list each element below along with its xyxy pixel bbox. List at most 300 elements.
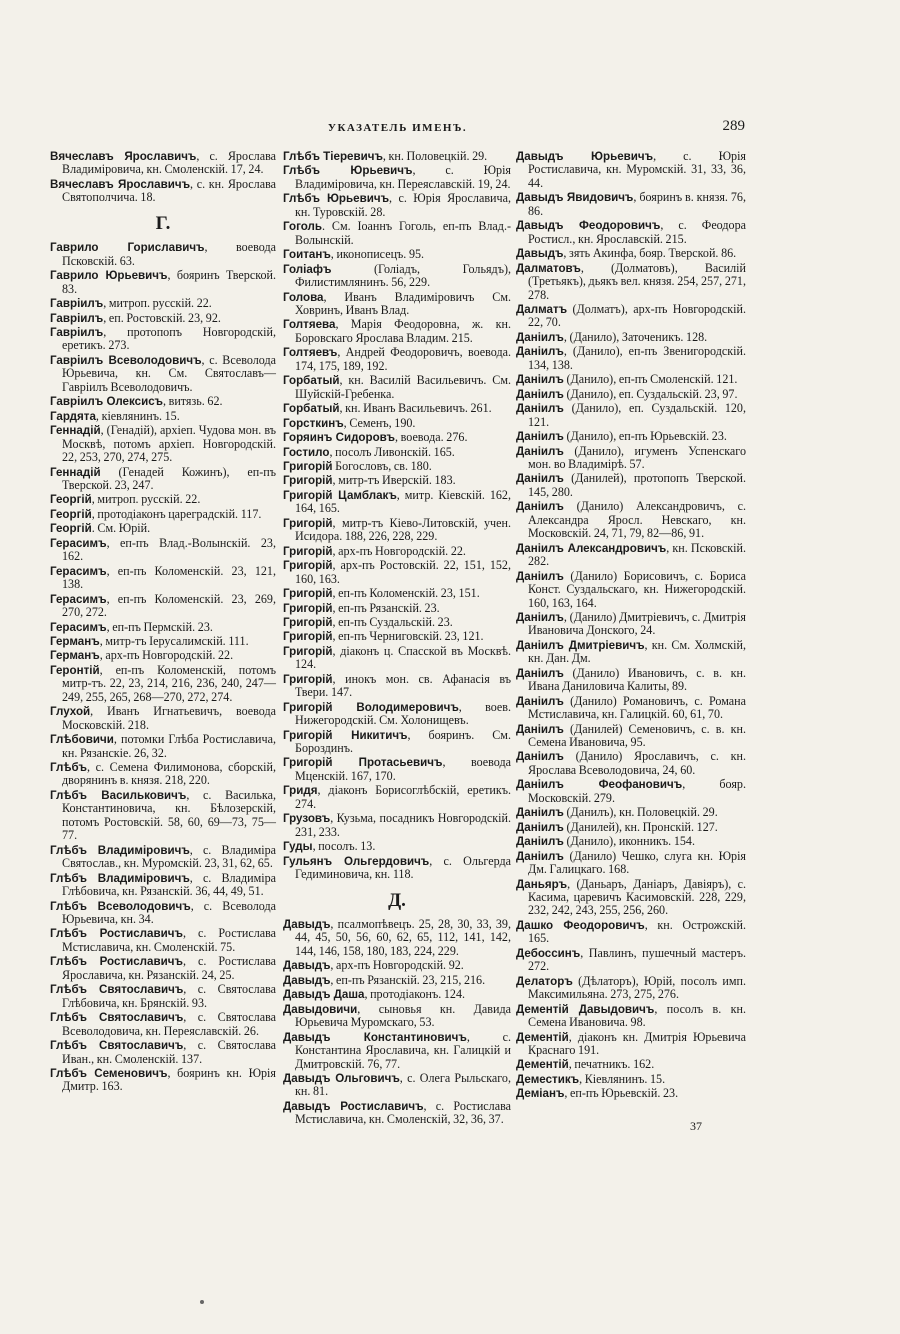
entry-headword: Григорій — [283, 630, 333, 644]
entry-headword: Далматъ — [516, 302, 568, 316]
index-entry — [516, 191, 746, 218]
index-entry — [283, 756, 511, 783]
index-entry — [283, 346, 511, 373]
entry-text: (Генадей Кожинъ), еп-пъ Тверской. 23, 247. — [62, 464, 276, 492]
index-entry — [283, 1100, 511, 1127]
index-entry — [50, 621, 276, 634]
entry-text: , діаконъ ц. Спасской въ Москвѣ. 124. — [295, 643, 511, 672]
entry-text: , бояринъ в. князя. 76, 86. — [528, 190, 746, 218]
entry-headword: Давыдъ Явидовичъ — [516, 191, 634, 205]
entry-headword: Даніилъ — [516, 849, 564, 863]
index-entry — [283, 959, 511, 972]
entry-text: , митр-тъ Iерусалимскій. 111. — [99, 633, 249, 648]
index-entry — [283, 402, 511, 415]
index-entry — [50, 872, 276, 899]
entry-headword: Даніилъ — [516, 430, 564, 444]
entry-headword: Глѣбъ Всеволодовичъ — [50, 899, 191, 913]
entry-headword: Даніилъ — [516, 373, 564, 387]
entry-headword: Гаврiилъ Всеволодовичъ — [50, 353, 202, 367]
index-entry — [50, 354, 276, 394]
entry-headword: Григорій — [283, 559, 333, 573]
entry-headword: Григорій Володимеровичъ — [283, 700, 459, 714]
entry-headword: Григорій — [283, 544, 333, 558]
index-entry — [283, 545, 511, 558]
entry-text: , Марія Феодоровна, ж. кн. Боровскаго Ярослава Владим. 215. — [295, 317, 511, 345]
entry-headword: Даніилъ — [516, 750, 564, 764]
index-entry — [283, 784, 511, 811]
entry-text: , с. Юрія Ярославича, кн. Туровскій. 28. — [295, 191, 511, 219]
entry-text: , посолъ в. кн. Семена Ивановича. 98. — [528, 1001, 746, 1030]
index-entry — [50, 493, 276, 506]
entry-text: (Данило) Ярославичъ, с. кн. Ярослава Всеволодовича, 24, 60. — [528, 749, 746, 777]
entry-headword: Григорій — [283, 587, 333, 601]
entry-headword: Даніилъ Феофановичъ — [516, 778, 683, 792]
entry-text: , кн. См. Холмскій, кн. Дан. Дм. — [528, 637, 746, 666]
entry-headword: Давыдъ — [283, 973, 331, 987]
paper-speck — [200, 1300, 204, 1304]
entry-headword: Даніилъ — [516, 806, 564, 820]
index-entry — [283, 729, 511, 756]
entry-headword: Гаврiилъ — [50, 311, 104, 325]
entry-headword: Глѣбъ Святославичъ — [50, 983, 184, 997]
entry-text: , еп-пъ Коломенскій. 23, 269, 270, 272. — [62, 591, 276, 620]
index-entry — [283, 616, 511, 629]
entry-text: , кн. Половецкій. 29. — [382, 149, 488, 163]
index-entry — [516, 247, 746, 260]
entry-headword: Даніилъ — [516, 835, 564, 849]
entry-headword: Глѣбъ Юрьевичъ — [283, 192, 390, 206]
entry-text: , бояр. Московскій. 279. — [528, 777, 747, 805]
entry-headword: Глѣбъ Ростиславичъ — [50, 927, 183, 941]
index-entry — [283, 602, 511, 615]
entry-headword: Германъ — [50, 649, 100, 663]
entry-text: , Андрей Феодоровичъ, воевода. 174, 175, 189, 192. — [295, 345, 511, 373]
entry-headword: Герасимъ — [50, 536, 107, 550]
entry-headword: Глѣбъ Юрьевичъ — [283, 164, 413, 178]
index-entry — [50, 927, 276, 954]
index-entry — [516, 150, 746, 190]
entry-headword: Даніилъ — [516, 402, 564, 416]
index-entry — [516, 331, 746, 344]
entry-headword: Гоитанъ — [283, 248, 331, 262]
entry-text: , с. Семена Филимонова, сборскій, дворянинъ в. князя. 218, 220. — [62, 760, 276, 788]
entry-text: (Данилей) Семеновичъ, с. в. кн. Семена Ивановича, 95. — [528, 721, 746, 750]
entry-headword: Германъ — [50, 634, 100, 648]
entry-text: , посолъ Ливонскій. 165. — [329, 444, 455, 459]
index-entry — [283, 164, 511, 191]
entry-headword: Деместикъ — [516, 1072, 580, 1086]
index-entry — [283, 988, 511, 1001]
index-entry — [50, 900, 276, 927]
index-entry — [283, 318, 511, 345]
entry-headword: Гаврiилъ Олексисъ — [50, 395, 163, 409]
entry-text: , арх-пъ Новгородскій. 92. — [330, 958, 464, 973]
entry-headword: Георгій — [50, 493, 92, 507]
index-entry — [516, 388, 746, 401]
index-entry — [50, 761, 276, 788]
entry-text: (Голiадъ, Гольядъ), Филистимлянинъ. 56, 229. — [295, 261, 511, 290]
index-entry — [50, 241, 276, 268]
entry-headword: Дементій — [516, 1030, 569, 1044]
entry-headword: Дементій Давыдовичъ — [516, 1002, 655, 1016]
index-entry — [50, 705, 276, 732]
entry-text: . См. Iоаннъ Гоголь, еп-пъ Влад.-Волынскій. — [295, 219, 511, 247]
index-entry — [516, 402, 746, 429]
entry-headword: Гаврило Юрьевичъ — [50, 269, 168, 283]
entry-text: , Иванъ Владиміровичъ См. Ховринъ, Иванъ Влад. — [295, 289, 511, 317]
entry-text: , еп-пъ Коломенскій. 23, 151. — [332, 586, 480, 601]
entry-headword: Даніилъ Дмитріевичъ — [516, 638, 645, 652]
entry-text: , (Данило) Дмитріевичъ, с. Дмитрія Ивановича Донского, 24. — [528, 609, 746, 638]
index-entry — [516, 667, 746, 694]
section-letter-heading: Д. — [388, 889, 406, 911]
index-entry — [283, 673, 511, 700]
entry-headword: Давыдъ Ростиславичъ — [283, 1099, 424, 1113]
index-entry — [283, 417, 511, 430]
entry-headword: Голтяевъ — [283, 346, 338, 360]
index-entry — [50, 955, 276, 982]
entry-text: , арх-пъ Новгородскій. 22. — [99, 648, 234, 663]
entry-text: , с. Феодора Ростисл., кн. Ярославскій. 215. — [528, 218, 746, 246]
index-entry — [516, 1031, 746, 1058]
running-title: УКАЗАТЕЛЬ ИМЕНЪ. — [327, 122, 468, 134]
index-entry — [50, 1039, 276, 1066]
entry-text: (Данило), иконникъ. 154. — [563, 834, 695, 849]
entry-headword: Давыдъ Феодоровичъ — [516, 219, 661, 233]
entry-text: (Данило) Романовичъ, с. Романа Мстиславича, кн. Галицкій. 60, 61, 70. — [528, 693, 746, 722]
entry-headword: Геннадій — [50, 424, 101, 438]
index-entry — [283, 974, 511, 987]
entry-headword: Горбатый — [283, 374, 340, 388]
entry-headword: Давыдъ — [516, 247, 564, 261]
entry-text: , еп-пъ Влад.-Волынскій. 23, 162. — [62, 535, 276, 564]
entry-headword: Даніилъ — [516, 820, 564, 834]
index-entry — [516, 639, 746, 666]
entry-headword: Даніилъ — [516, 694, 564, 708]
entry-headword: Глѣбъ Семеновичъ — [50, 1067, 168, 1080]
entry-headword: Геннадій — [50, 465, 101, 479]
index-entry — [50, 466, 276, 493]
index-entry — [50, 1067, 276, 1094]
index-entry — [50, 410, 276, 423]
entry-text: , с. Владиміра Глѣбовича, кн. Рязанскій. 36, 44, 49, 51. — [62, 870, 276, 899]
entry-headword: Даніилъ Александровичъ — [516, 541, 667, 555]
entry-headword: Давыдовичи — [283, 1002, 358, 1016]
index-entry — [50, 537, 276, 564]
entry-text: , воевода. 276. — [394, 430, 468, 445]
entry-headword: Далматовъ — [516, 261, 581, 275]
entry-headword: Гаврило Гориславичъ — [50, 241, 205, 255]
entry-text: , с. Святослава Всеволодовича, кн. Переяславскій. 26. — [62, 1010, 276, 1038]
entry-text: (Данило), еп-пъ Юрьевскій. 23. — [563, 429, 727, 444]
entry-text: , с. Юрія Владиміровича, кн. Переяславскій. 19, 24. — [295, 163, 511, 191]
index-entry — [283, 489, 511, 516]
index-entry — [50, 1011, 276, 1038]
entry-headword: Глѣбъ Владиміровичъ — [50, 871, 190, 885]
index-entry — [516, 1058, 746, 1071]
index-entry — [516, 850, 746, 877]
index-column-3 — [516, 150, 746, 1102]
index-entry — [50, 593, 276, 620]
entry-headword: Герасимъ — [50, 564, 107, 578]
index-entry — [283, 460, 511, 473]
index-entry — [50, 983, 276, 1010]
entry-text: , с. Василька, Константиновича, кн. Бѣлозерскій, потомъ Ростовскій. 58, 60, 69—73, 75—77. — [62, 787, 276, 843]
index-entry — [283, 474, 511, 487]
entry-headword: Деміанъ — [516, 1087, 565, 1101]
entry-text: , с. Ростислава Мстиславича, кн. Смоленскій. 75. — [62, 926, 277, 954]
entry-headword: Даніилъ — [516, 330, 564, 344]
entry-headword: Вячеславъ Ярославичъ — [50, 150, 197, 163]
entry-text: , псалмопѣвецъ. 25, 28, 30, 33, 39, 44, 45, 50, 56, 60, 62, 65, 112, 141, 142, 144, 146, 158, 180, 183, 224, 229. — [295, 917, 511, 958]
entry-text: , с. Всеволода Юрьевича, кн. 34. — [62, 898, 276, 927]
entry-text: , с. Владиміра Святослав., кн. Муромскій. 23, 31, 62, 65. — [62, 842, 276, 871]
entry-headword: Даніилъ — [516, 472, 564, 486]
entry-headword: Гридя — [283, 784, 318, 798]
entry-text: , печатникъ. 162. — [568, 1057, 655, 1072]
index-entry — [50, 789, 276, 843]
index-column-1 — [50, 150, 276, 1095]
entry-headword: Гульянъ Ольгердовичъ — [283, 854, 430, 868]
entry-headword: Даніилъ — [516, 610, 564, 624]
entry-text: , кн. Василій Васильевичъ. См. Шуйскій-Гребенка. — [295, 373, 511, 401]
index-entry — [50, 664, 276, 704]
index-entry — [283, 812, 511, 839]
entry-headword: Горбатый — [283, 402, 340, 416]
entry-headword: Глѣбовичи — [50, 733, 114, 747]
entry-text: , инокъ мон. св. Афанасія въ Твери. 147. — [295, 671, 511, 700]
index-entry — [516, 303, 746, 330]
page-header — [50, 118, 745, 140]
index-entry — [283, 701, 511, 728]
entry-headword: Даніилъ — [516, 666, 564, 680]
entry-text: , потомки Глѣба Ростиславича, кн. Рязанскіе. 26, 32. — [62, 732, 276, 760]
entry-text: (Данило) Чешко, слуга кн. Юрія Дм. Галицкаго. 168. — [528, 848, 746, 877]
entry-headword: Дементій — [516, 1058, 569, 1072]
entry-text: , бояринъ Тверской. 83. — [62, 268, 276, 296]
entry-headword: Дебоссинъ — [516, 946, 581, 960]
entry-headword: Даніилъ — [516, 722, 564, 736]
entry-headword: Григорій — [283, 474, 333, 488]
entry-text: , еп-пъ Пермскій. 23. — [106, 619, 213, 634]
entry-text: , кн. Иванъ Васильевичъ. 261. — [339, 401, 492, 416]
page-number: 289 — [722, 118, 745, 134]
index-entry — [50, 565, 276, 592]
entry-text: , діаконъ Борисоглѣбскій, еретикъ. 274. — [295, 783, 511, 811]
index-entry — [516, 1003, 746, 1030]
entry-headword: Герасимъ — [50, 592, 107, 606]
index-entry — [516, 778, 746, 805]
entry-text: , с. Ростислава Ярославича, кн. Рязанскій. 24, 25. — [62, 954, 277, 982]
index-entry — [516, 445, 746, 472]
entry-text: (Данило), еп. Суздальскій. 120, 121. — [528, 401, 746, 429]
index-entry — [516, 919, 746, 946]
entry-text: , с. Святослава Глѣбовича, кн. Брянскій. 93. — [62, 982, 276, 1010]
entry-headword: Даньяръ — [516, 877, 568, 891]
index-entry — [283, 446, 511, 459]
entry-text: , арх-пъ Ростовскій. 22, 151, 152, 160, 163. — [295, 558, 511, 586]
entry-text: , кн. Псковскій. 282. — [528, 540, 747, 569]
index-entry — [283, 263, 511, 290]
entry-headword: Голiафъ — [283, 262, 332, 276]
entry-text: , с. Юрія Ростиславича, кн. Муромскій. 31, 33, 36, 44. — [528, 149, 746, 190]
entry-headword: Даніилъ — [516, 387, 564, 401]
entry-headword: Гаврiилъ — [50, 297, 104, 311]
entry-headword: Георгій — [50, 507, 92, 521]
printer-signature-mark: 37 — [690, 1119, 702, 1133]
entry-text: , с. Ярослава Владиміровича, кн. Смоленскій. 17, 24. — [62, 149, 277, 177]
entry-text: , еп-пъ Юрьевскій. 23. — [564, 1086, 679, 1101]
entry-text: , бояринъ кн. Юрія Дмитр. 163. — [62, 1066, 276, 1094]
index-entry — [283, 630, 511, 643]
entry-headword: Голова — [283, 290, 324, 304]
entry-headword: Даніилъ — [516, 345, 564, 359]
entry-text: , митроп. русскій. 22. — [103, 296, 212, 311]
entry-text: (Данило), еп-пъ Смоленскій. 121. — [563, 372, 738, 387]
index-entry — [516, 345, 746, 372]
entry-text: (Данилей), протопопъ Тверской. 145, 280. — [528, 471, 746, 499]
index-column-2 — [283, 150, 511, 1128]
entry-text: , с. Ольгерда Гедиминовича, кн. 118. — [295, 853, 511, 882]
entry-text: , сыновья кн. Давида Юрьевича Муромскаго, 53. — [295, 1001, 511, 1030]
entry-text: , митр-тъ Иверскій. 183. — [332, 473, 456, 488]
index-entry — [516, 570, 746, 610]
entry-text: , воевода Мценскій. 167, 170. — [295, 755, 512, 783]
entry-headword: Гуды — [283, 840, 313, 854]
entry-text: , Кіевлянинъ. 15. — [579, 1071, 666, 1086]
entry-text: (Данило), еп. Суздальскій. 23, 97. — [563, 386, 738, 401]
entry-headword: Делаторъ — [516, 974, 573, 988]
entry-headword: Давыдъ — [283, 959, 331, 973]
entry-headword: Георгій — [50, 522, 92, 536]
index-entry — [516, 262, 746, 302]
entry-text: Богословъ, св. 180. — [332, 458, 432, 473]
index-entry — [283, 1072, 511, 1099]
entry-headword: Горяинъ Сидоровъ — [283, 431, 395, 445]
entry-headword: Давыдъ Юрьевичъ — [516, 150, 654, 163]
index-entry — [283, 1003, 511, 1030]
entry-text: , иконописецъ. 95. — [330, 247, 425, 262]
entry-text: , еп-пъ Рязанскій. 23. — [332, 600, 440, 615]
index-entry — [516, 695, 746, 722]
entry-text: , митр-тъ Кіево-Литовскій, учен. Исидора. 188, 226, 228, 229. — [295, 515, 511, 544]
entry-text: (Данило) Ивановичъ, с. в. кн. Ивана Даниловича Калиты, 89. — [528, 665, 746, 694]
index-entry — [516, 611, 746, 638]
index-entry — [516, 975, 746, 1002]
entry-headword: Давыдъ Константиновичъ — [283, 1030, 467, 1044]
entry-text: (Данило) Борисовичъ, с. Бориса Конст. Суздальскаго, кн. Нижегородскій. 160, 163, 164. — [528, 568, 746, 610]
index-entry — [283, 587, 511, 600]
index-entry — [50, 150, 276, 177]
entry-text: , еп-пъ Суздальскій. 23. — [332, 614, 453, 629]
entry-text: , еп-пъ Рязанскій. 23, 215, 216. — [330, 972, 486, 987]
entry-text: , діаконъ кн. Дмитрія Юрьевича Краснаго 191. — [528, 1029, 746, 1057]
entry-headword: Грузовъ — [283, 812, 331, 826]
index-entry — [516, 878, 746, 918]
entry-headword: Григорій — [283, 644, 333, 658]
entry-headword: Глѣбъ Ростиславичъ — [50, 955, 183, 969]
entry-text: (Дѣлаторъ), Юрій, посолъ имп. Максимильяна. 273, 275, 276. — [528, 973, 746, 1002]
entry-text: , бояринъ. См. Бороздинъ. — [295, 727, 511, 756]
entry-text: , Кузьма, посадникъ Новгородскій. 231, 233. — [295, 811, 511, 839]
index-entry — [516, 219, 746, 246]
index-entry — [283, 645, 511, 672]
entry-headword: Геронтій — [50, 663, 100, 677]
entry-headword: Гаврiилъ — [50, 325, 104, 339]
entry-headword: Григорій Цамблакъ — [283, 488, 397, 502]
index-entry — [50, 269, 276, 296]
index-entry — [283, 150, 511, 163]
entry-text: , с. Олега Рыльскаго, кн. 81. — [295, 1071, 511, 1099]
entry-text: , Семенъ, 190. — [343, 415, 416, 430]
index-entry — [516, 806, 746, 819]
entry-headword: Гоголь — [283, 220, 323, 234]
entry-headword: Глухой — [50, 705, 91, 719]
index-entry — [283, 248, 511, 261]
entry-text: , кн. Острожскій. 165. — [528, 917, 746, 946]
entry-headword: Давыдъ Даша — [283, 988, 365, 1002]
index-entry — [50, 508, 276, 521]
index-entry — [50, 733, 276, 760]
entry-text: , митроп. русскій. 22. — [91, 492, 201, 507]
index-entry — [516, 947, 746, 974]
entry-text: , воевода Псковскій. 63. — [62, 240, 277, 268]
entry-text: , витязь. 62. — [162, 394, 223, 409]
entry-text: , еп-пъ Коломенскій, потомъ митр-тъ. 22, 23, 214, 216, 236, 240, 247—249, 255, 265, 268—270, 272, 274. — [62, 662, 276, 704]
index-entry — [50, 326, 276, 353]
entry-headword: Герасимъ — [50, 620, 107, 634]
entry-text: , протодіаконъ. 124. — [364, 987, 466, 1002]
entry-text: , Павлинъ, пушечный мастеръ. 272. — [528, 945, 746, 974]
index-entry — [516, 821, 746, 834]
entry-text: , (Долматовъ), Василій (Третьякъ), дьякъ вел. князя. 254, 257, 271, 278. — [528, 260, 746, 302]
index-entry — [283, 431, 511, 444]
entry-text: , кіевлянинъ. 15. — [95, 408, 180, 423]
index-entry — [516, 1073, 746, 1086]
entry-text: , еп-пъ Коломенскій. 23, 121, 138. — [62, 563, 276, 592]
entry-text: (Данилъ), кн. Половецкій. 29. — [563, 805, 718, 820]
entry-headword: Глѣбъ Васильковичъ — [50, 788, 187, 802]
entry-text: , арх-пъ Новгородскій. 22. — [332, 543, 466, 558]
entry-text: , с. Святослава Иван., кн. Смоленскій. 137. — [62, 1038, 276, 1066]
index-entry — [50, 297, 276, 310]
entry-headword: Григорій — [283, 672, 333, 686]
entry-headword: Даніилъ — [516, 500, 564, 514]
index-entry — [50, 635, 276, 648]
index-entry — [283, 291, 511, 318]
index-entry — [516, 373, 746, 386]
entry-headword: Давыдъ Ольговичъ — [283, 1072, 400, 1085]
entry-text: , протодіаконъ цареградскій. 117. — [91, 506, 262, 521]
section-letter-heading: Г. — [155, 212, 171, 234]
entry-headword: Глѣбъ Святославичъ — [50, 1011, 184, 1025]
entry-headword: Дашко Феодоровичъ — [516, 918, 645, 932]
entry-headword: Глѣбъ — [50, 761, 87, 775]
entry-text: (Долматъ), арх-пъ Новгородскій. 22, 70. — [528, 301, 746, 330]
index-entry — [50, 522, 276, 535]
entry-headword: Вячеславъ Ярославичъ — [50, 177, 191, 191]
entry-text: , протопопъ Новгородскій, еретикъ. 273. — [62, 324, 276, 353]
entry-text: , (Данило), еп-пъ Звенигородскій. 134, 138. — [528, 344, 746, 372]
index-entry — [283, 192, 511, 219]
index-entry — [283, 918, 511, 958]
entry-headword: Григорій Протасьевичъ — [283, 756, 443, 770]
entry-text: (Данило), игуменъ Успенскаго мон. во Владимірѣ. 57. — [528, 443, 746, 471]
entry-text: , (Даньаръ, Даніаръ, Давіяръ), с. Касима, царевичъ Касимовскій. 228, 229, 232, 242, 243, 255, 256, 260. — [528, 876, 746, 918]
entry-headword: Григорій Никитичъ — [283, 728, 408, 742]
entry-headword: Глѣбъ Тiеревичъ — [283, 150, 383, 163]
entry-headword: Даніилъ — [516, 569, 564, 583]
